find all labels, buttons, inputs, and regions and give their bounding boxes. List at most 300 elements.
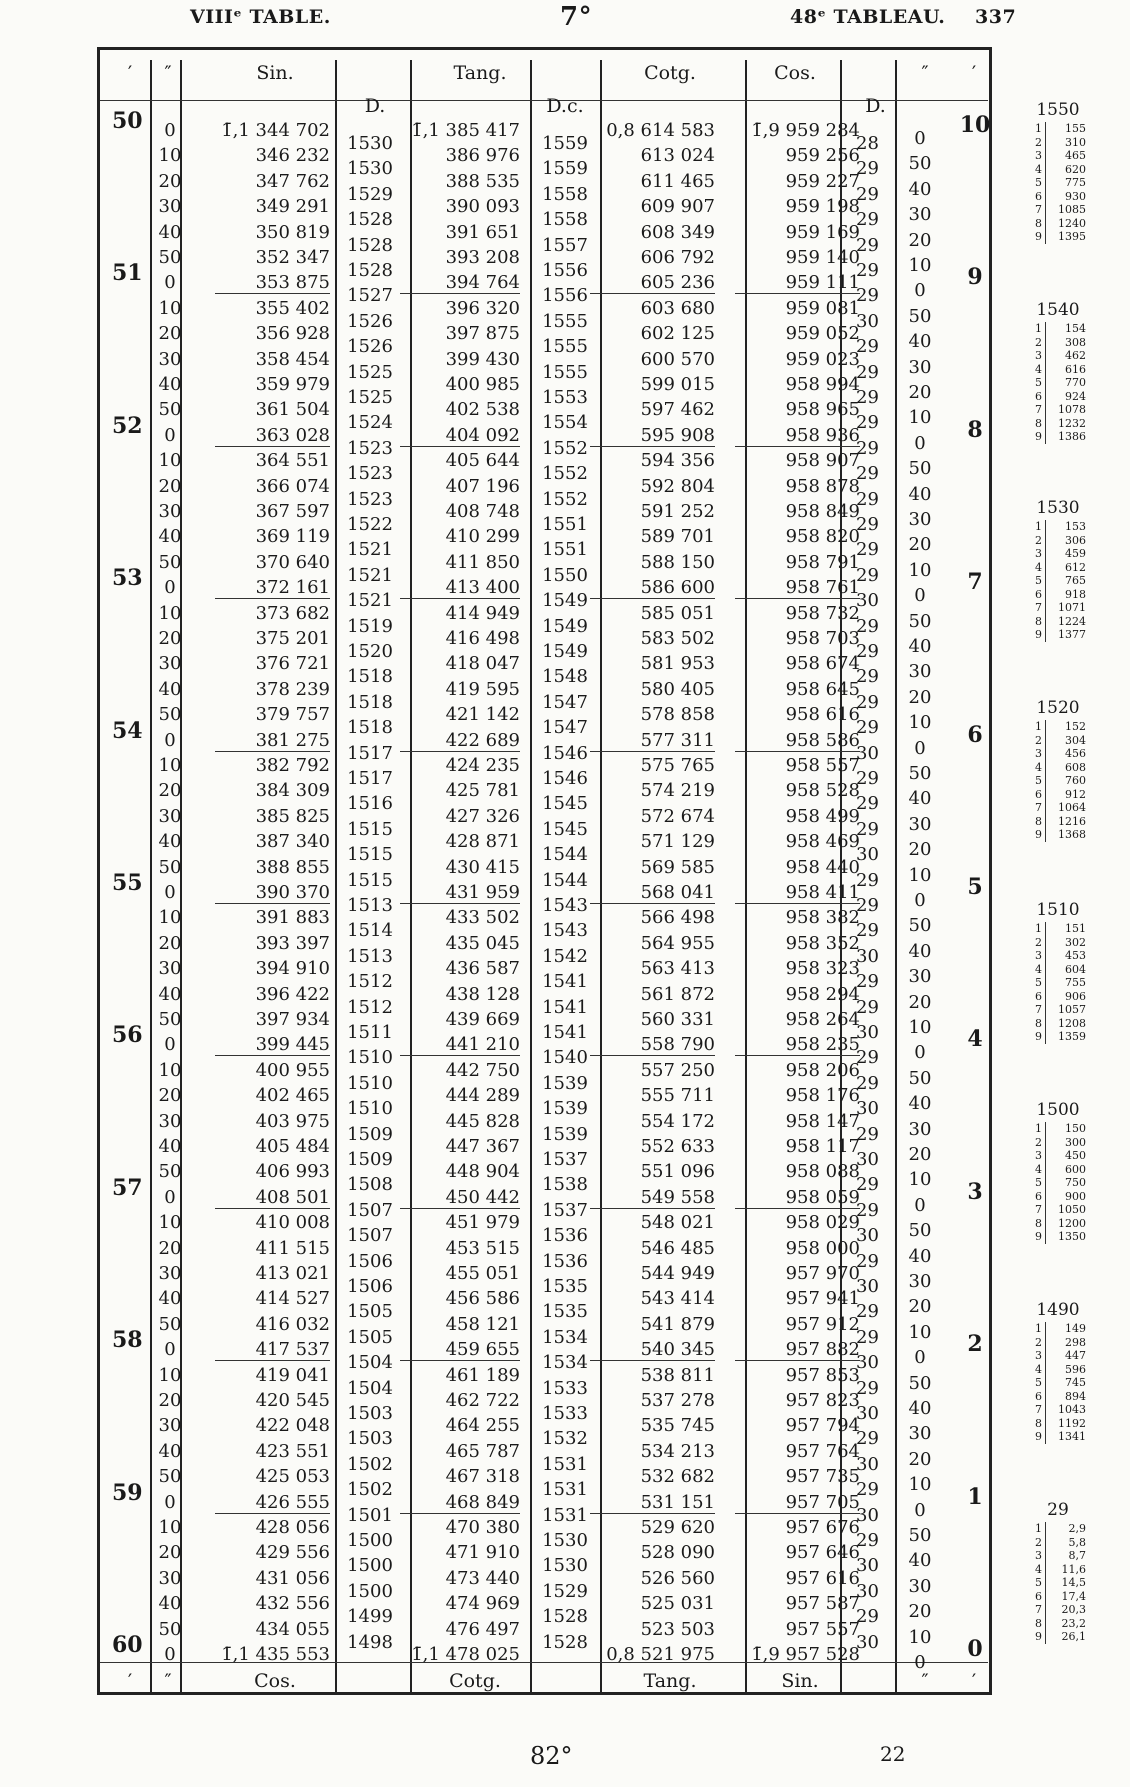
pp-head: 1500 [1036,1100,1080,1120]
d-sin-value: 1528 [347,234,393,256]
tang-value: 433 502 [445,907,520,929]
cos-value: 958 791 [785,551,860,573]
reverse-seconds-label: 40 [908,331,932,353]
seconds-label: 20 [158,170,182,192]
cotg-value: 525 031 [640,1593,715,1615]
cotg-value: 613 024 [640,145,715,167]
reverse-seconds-label: 40 [908,483,932,505]
dc-value: 1548 [542,666,588,688]
d-sin-value: 1515 [347,818,393,840]
pp-digit: 1 [1028,122,1046,136]
dc-value: 1551 [542,539,588,561]
pp-digit: 2 [1028,534,1046,548]
d-sin-value: 1523 [347,437,393,459]
sin-value: 397 934 [255,1009,330,1030]
pp-digit: 6 [1028,990,1046,1004]
reverse-minute-label: 1 [967,1483,983,1510]
column-header: ′ [127,62,133,84]
d-cos-value: 30 [856,590,879,612]
d-cos-value: 29 [856,920,879,942]
tang-value: 388 535 [445,170,520,192]
dc-value: 1528 [542,1606,588,1628]
dc-value: 1544 [542,844,588,866]
d-cos-value: 30 [856,1453,879,1475]
d-cos-value: 29 [856,514,879,535]
pp-row [1028,1349,1088,1363]
cos-value: 958 849 [785,501,860,522]
cos-value: 957 616 [785,1567,860,1589]
dc-value: 1549 [542,641,588,662]
d-cos-value: 30 [856,1276,879,1297]
cos-value: 958 761 [735,577,860,599]
d-sin-value: 1513 [347,945,393,967]
cotg-value: 555 711 [640,1085,715,1107]
dc-value: 1552 [542,437,588,459]
d-sin-value: 1509 [347,1149,393,1170]
column-footer: ″ [164,1670,172,1692]
reverse-seconds-label: 30 [908,1118,932,1140]
cos-value: 958 352 [785,932,860,954]
pp-row [1028,1617,1088,1631]
pp-digit: 5 [1028,376,1046,390]
minute-label: 52 [112,412,143,439]
pp-value: 300 [1065,1135,1086,1149]
dc-value: 1537 [542,1149,588,1170]
tang-value: 451 979 [445,1212,520,1234]
pp-row [1028,149,1088,163]
d-cos-value: 29 [856,818,879,840]
reverse-seconds-label: 10 [908,407,932,429]
pp-value: 906 [1065,989,1086,1003]
cos-value: 958 235 [735,1034,860,1056]
d-cos-value: 29 [856,1123,879,1145]
dc-value: 1539 [542,1072,588,1094]
sin-value: 394 910 [255,958,330,980]
pp-value: 765 [1065,574,1086,587]
tang-value: 464 255 [445,1415,520,1437]
d-sin-value: 1511 [347,1022,393,1043]
cotg-value: 529 620 [640,1517,715,1538]
d-cos-value: 30 [856,1555,879,1577]
pp-row [1028,574,1088,588]
reverse-seconds-label: 40 [908,1550,932,1572]
column-divider [335,60,337,1695]
tang-value: 408 748 [445,501,520,522]
pp-row [1028,1336,1088,1350]
reverse-seconds-label: 0 [914,737,926,759]
pp-row [1028,1122,1088,1136]
d-sin-value: 1517 [347,768,393,789]
tang-value: 458 121 [445,1313,520,1335]
page-number: 337 [975,6,1017,28]
cos-value: 958 965 [785,399,860,421]
pp-value: 1043 [1058,1403,1086,1416]
d-sin-value: 1503 [347,1428,393,1450]
pp-row [1028,615,1088,629]
d-cos-value: 29 [856,895,879,916]
pp-row [1028,217,1088,231]
d-sin-value: 1507 [347,1225,393,1247]
cotg-value: 543 414 [640,1288,715,1310]
pp-row [1028,163,1088,177]
pp-row [1028,1003,1088,1017]
pp-digit: 4 [1028,761,1046,775]
pp-digit: 4 [1028,561,1046,575]
dc-value: 1537 [542,1199,588,1221]
column-header: Cotg. [644,62,696,84]
d-sin-value: 1518 [347,666,393,688]
reverse-seconds-label: 0 [914,1499,926,1521]
d-sin-value: 1505 [347,1301,393,1323]
d-sin-value: 1520 [347,641,393,662]
pp-value: 153 [1065,520,1086,533]
column-header: Sin. [256,62,294,84]
tang-value: 450 442 [400,1187,520,1209]
column-divider [530,60,532,1695]
seconds-label: 40 [158,1440,182,1462]
tang-value: 441 210 [400,1034,520,1056]
pp-value: 930 [1065,189,1086,203]
pp-table [1028,1500,1088,1644]
cotg-value: 544 949 [640,1263,715,1284]
d-sin-value: 1504 [347,1352,393,1374]
pp-table [1028,498,1088,642]
pp-row [1028,203,1088,217]
cos-value: 957 557 [785,1618,860,1640]
cos-value: 957 941 [785,1288,860,1310]
pp-row [1028,561,1088,575]
d-sin-value: 1510 [347,1047,393,1069]
sin-value: 363 028 [215,425,330,447]
d-sin-value: 1522 [347,514,393,535]
pp-head: 1510 [1036,900,1080,920]
reverse-seconds-label: 20 [908,382,932,403]
cos-value: 958 264 [785,1009,860,1030]
sin-value: 369 119 [255,526,330,548]
d-cos-value: 29 [856,183,879,205]
seconds-label: 30 [158,196,182,218]
tang-value: 468 849 [400,1492,520,1514]
cos-value: 958 732 [785,602,860,624]
pp-digit: 9 [1028,1030,1046,1044]
dc-value: 1551 [542,514,588,535]
reverse-seconds-label: 10 [908,1626,932,1648]
column-header: Cos. [774,62,816,84]
cos-value: 958 994 [785,374,860,395]
seconds-label: 30 [158,1415,182,1437]
d-cos-value: 30 [856,742,879,764]
reverse-seconds-label: 0 [914,890,926,911]
pp-digit: 8 [1028,417,1046,431]
d-sin-value: 1500 [347,1555,393,1577]
tang-value: 431 959 [400,882,520,904]
cos-value: 957 882 [735,1339,860,1361]
pp-value: 1071 [1058,601,1086,614]
seconds-label: 40 [158,374,182,395]
reverse-seconds-label: 50 [908,153,932,175]
d-cos-value: 30 [856,945,879,967]
sin-value: 396 422 [255,983,330,1005]
d-cos-value: 29 [856,1301,879,1323]
minute-label: 51 [112,260,143,287]
column-header: ″ [921,62,929,84]
seconds-label: 40 [158,983,182,1005]
cos-value: 958 703 [785,628,860,649]
column-divider [895,60,897,1695]
seconds-label: 10 [158,602,182,624]
reverse-seconds-label: 50 [908,458,932,480]
d-cos-value: 30 [856,1631,879,1653]
seconds-label: 50 [158,399,182,421]
reverse-seconds-label: 0 [914,280,926,302]
pp-value: 1192 [1058,1416,1086,1430]
tang-value: 473 440 [445,1567,520,1589]
pp-value: 1368 [1058,828,1086,841]
reverse-seconds-label: 50 [908,763,932,784]
cotg-value: 560 331 [640,1009,715,1030]
dc-value: 1549 [542,590,588,612]
tang-value: 465 787 [445,1440,520,1462]
cos-value: 1̄,9 959 284 [751,120,860,141]
column-footer: ′ [971,1670,977,1692]
reverse-seconds-label: 0 [914,432,926,454]
pp-row [1028,828,1088,842]
seconds-label: 0 [164,882,176,903]
seconds-label: 50 [158,1161,182,1183]
reverse-seconds-label: 20 [908,991,932,1013]
minute-label: 57 [112,1174,143,1201]
reverse-seconds-label: 20 [908,1144,932,1165]
tang-value: 445 828 [445,1110,520,1132]
dc-value: 1534 [542,1326,588,1348]
seconds-label: 20 [158,628,182,649]
column-footer: Sin. [781,1670,819,1692]
pp-digit: 7 [1028,801,1046,815]
d-cos-value: 29 [856,564,879,586]
reverse-seconds-label: 40 [908,178,932,200]
cotg-value: 580 405 [640,678,715,700]
sin-value: 382 792 [255,755,330,776]
pp-digit: 9 [1028,1230,1046,1244]
cos-value: 959 052 [785,323,860,345]
pp-value: 456 [1065,747,1086,760]
minute-label: 54 [112,717,143,744]
pp-value: 1240 [1058,216,1086,230]
pp-digit: 3 [1028,1349,1046,1363]
d-sin-value: 1513 [347,895,393,916]
sin-value: 367 597 [255,501,330,522]
pp-table [1028,900,1088,1044]
reverse-minute-label: 2 [967,1331,983,1358]
reverse-minute-label: 9 [967,264,983,291]
reverse-seconds-label: 0 [914,128,926,149]
pp-digit: 2 [1028,1536,1046,1550]
sin-value: 413 021 [255,1263,330,1284]
cotg-value: 609 907 [640,196,715,218]
sin-value: 403 975 [255,1110,330,1132]
sin-value: 381 275 [215,730,330,752]
pp-digit: 5 [1028,976,1046,990]
pp-value: 459 [1065,547,1086,560]
dc-value: 1531 [542,1479,588,1501]
pp-head: 29 [1047,1500,1069,1520]
pp-row [1028,430,1088,444]
d-sin-value: 1525 [347,387,393,408]
d-sin-value: 1530 [347,133,393,154]
tang-value: 413 400 [400,577,520,599]
pp-row [1028,720,1088,734]
reverse-seconds-label: 40 [908,1245,932,1267]
cos-value: 958 820 [785,526,860,548]
pp-row [1028,1217,1088,1231]
tang-value: 1̄,1 478 025 [411,1644,520,1665]
pp-digit: 6 [1028,588,1046,602]
seconds-label: 0 [164,1644,176,1665]
d-sin-value: 1500 [347,1580,393,1602]
pp-digit: 2 [1028,1336,1046,1350]
pp-value: 453 [1065,949,1086,962]
pp-digit: 6 [1028,1190,1046,1204]
dc-value: 1552 [542,463,588,485]
tang-value: 1̄,1 385 417 [411,120,520,141]
tang-value: 453 515 [445,1237,520,1259]
reverse-seconds-label: 20 [908,1601,932,1623]
cotg-value: 564 955 [640,932,715,954]
d-cos-value: 29 [856,158,879,180]
reverse-seconds-label: 40 [908,1398,932,1419]
seconds-label: 10 [158,1212,182,1234]
cos-value: 959 198 [785,196,860,218]
pp-value: 912 [1065,787,1086,801]
tang-value: 456 586 [445,1288,520,1310]
dc-value: 1533 [542,1377,588,1399]
seconds-label: 20 [158,1542,182,1564]
cos-value: 957 823 [785,1390,860,1411]
pp-value: 8,7 [1068,1549,1086,1562]
tang-value: 427 326 [445,805,520,827]
tang-value: 407 196 [445,475,520,497]
d-sin-value: 1510 [347,1072,393,1094]
seconds-label: 10 [158,755,182,776]
reverse-seconds-label: 10 [908,559,932,581]
seconds-label: 30 [158,958,182,980]
d-cos-value: 29 [856,717,879,739]
sin-value: 372 161 [215,577,330,599]
tang-value: 428 871 [445,831,520,853]
sin-value: 420 545 [255,1390,330,1411]
pp-digit: 4 [1028,363,1046,377]
cotg-value: 548 021 [640,1212,715,1234]
d-cos-value: 29 [856,1250,879,1272]
d-sin-value: 1528 [347,209,393,231]
sin-value: 408 501 [215,1187,330,1209]
cotg-value: 558 790 [590,1034,715,1056]
pp-row [1028,363,1088,377]
pp-digit: 3 [1028,547,1046,561]
cotg-value: 554 172 [640,1110,715,1132]
d-sin-value: 1506 [347,1250,393,1272]
pp-row [1028,1522,1088,1536]
pp-row [1028,1203,1088,1217]
pp-digit: 5 [1028,1376,1046,1390]
seconds-label: 20 [158,323,182,345]
cos-value: 958 528 [785,780,860,802]
tang-value: 416 498 [445,628,520,649]
cos-value: 959 227 [785,170,860,192]
dc-value: 1555 [542,310,588,332]
pp-value: 900 [1065,1189,1086,1203]
pp-value: 1386 [1058,430,1086,443]
pp-row [1028,230,1088,244]
d-sin-value: 1529 [347,183,393,205]
pp-row [1028,1417,1088,1431]
sin-value: 346 232 [255,145,330,167]
d-sin-value: 1516 [347,793,393,815]
d-cos-value: 29 [856,437,879,459]
pp-digit: 8 [1028,815,1046,829]
cotg-value: 540 345 [590,1339,715,1361]
d-sin-value: 1519 [347,615,393,637]
sin-value: 387 340 [255,831,330,853]
d-sin-value: 1526 [347,310,393,332]
dc-value: 1535 [542,1276,588,1297]
d-sin-value: 1524 [347,412,393,434]
sin-value: 432 556 [255,1593,330,1615]
tang-value: 402 538 [445,399,520,421]
reverse-seconds-label: 40 [908,636,932,657]
cotg-value: 523 503 [640,1618,715,1640]
seconds-label: 40 [158,1288,182,1310]
cotg-value: 552 633 [640,1136,715,1157]
reverse-seconds-label: 0 [914,1194,926,1216]
reverse-seconds-label: 50 [908,915,932,937]
sin-value: 391 883 [255,907,330,929]
pp-value: 155 [1065,122,1086,135]
sin-value: 405 484 [255,1136,330,1157]
pp-row [1028,1176,1088,1190]
seconds-label: 50 [158,247,182,268]
pp-value: 26,1 [1061,1630,1086,1643]
tableau-number: 48ᵉ TABLEAU. [790,6,946,28]
pp-value: 1050 [1058,1203,1086,1216]
pp-row [1028,417,1088,431]
pp-row [1028,1536,1088,1550]
cotg-value: 557 250 [640,1059,715,1081]
cos-value: 958 878 [785,475,860,497]
sin-value: 350 819 [255,221,330,243]
seconds-label: 30 [158,348,182,370]
cos-value: 959 111 [735,272,860,294]
cotg-value: 578 858 [640,704,715,726]
reverse-minute-label: 4 [967,1026,983,1053]
pp-value: 608 [1065,760,1086,774]
dc-value: 1553 [542,387,588,408]
d-sin-value: 1500 [347,1530,393,1551]
pp-value: 152 [1065,720,1086,733]
seconds-label: 30 [158,1110,182,1132]
d-cos-value: 30 [856,1225,879,1247]
d-sin-value: 1528 [347,260,393,281]
cos-value: 958 907 [785,450,860,472]
reverse-seconds-label: 40 [908,788,932,810]
tang-value: 410 299 [445,526,520,548]
dc-value: 1539 [542,1123,588,1145]
cos-value: 957 853 [785,1364,860,1386]
cotg-value: 572 674 [640,805,715,827]
pp-row [1028,136,1088,150]
pp-digit: 1 [1028,922,1046,936]
d-sin-value: 1501 [347,1504,393,1526]
